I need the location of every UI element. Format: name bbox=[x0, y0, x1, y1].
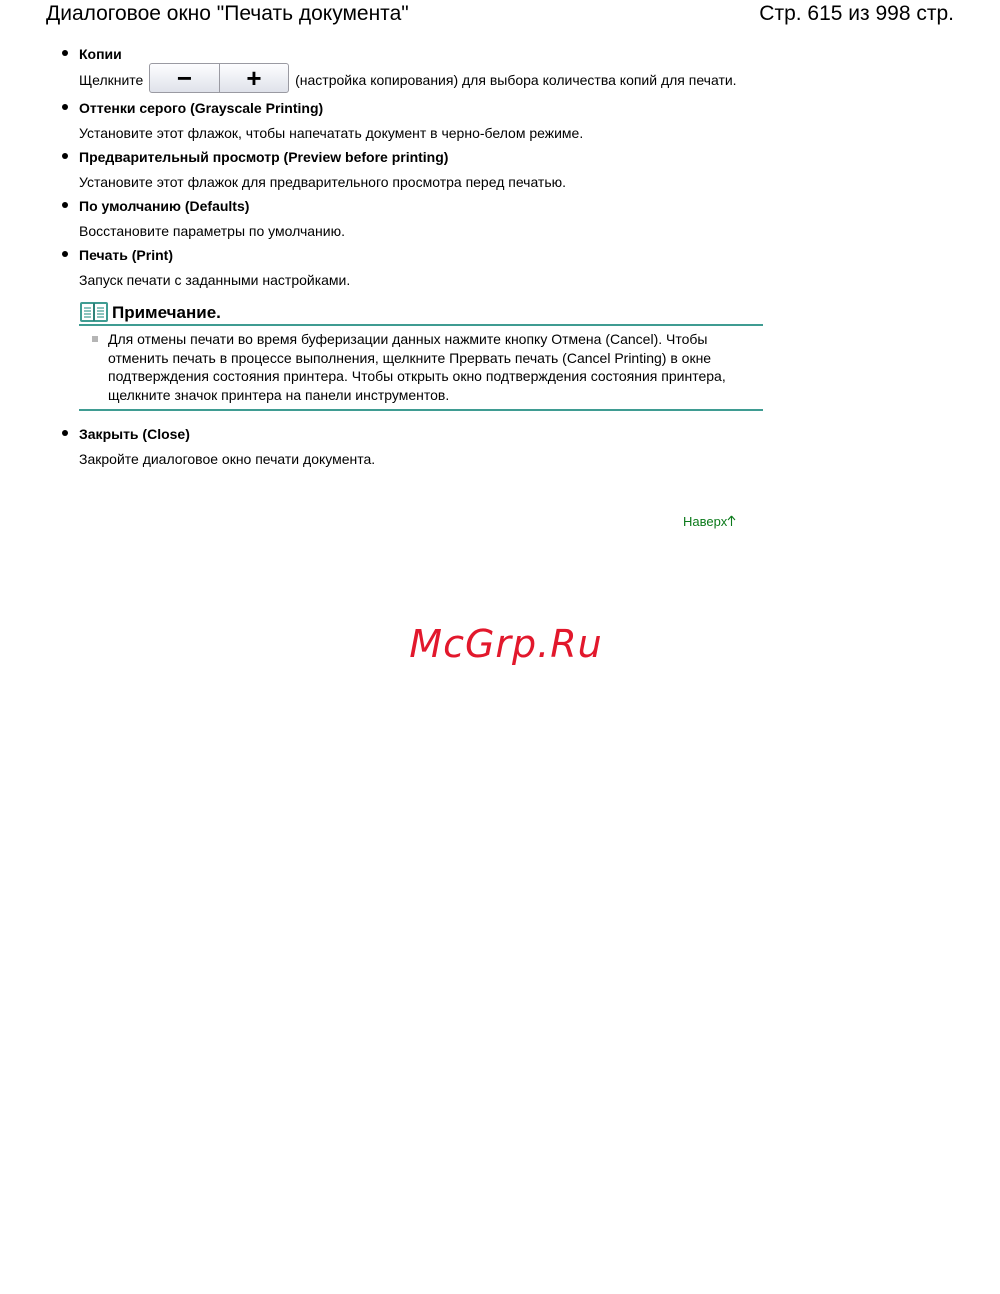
copies-stepper bbox=[149, 63, 289, 93]
square-bullet bbox=[92, 336, 98, 342]
list-item-copies bbox=[62, 45, 767, 93]
note-body bbox=[79, 326, 763, 408]
list-item-grayscale bbox=[62, 99, 767, 142]
bullet bbox=[62, 50, 68, 56]
up-arrow-icon bbox=[727, 515, 736, 527]
divider bbox=[79, 409, 763, 411]
list-item-close bbox=[62, 425, 767, 468]
note-header bbox=[79, 299, 763, 323]
page-title: Диалоговое окно "Печать документа" bbox=[46, 2, 409, 25]
desc-text: Щелкните bbox=[79, 72, 144, 88]
bullet bbox=[62, 153, 68, 159]
note-box bbox=[79, 299, 763, 411]
bullet bbox=[62, 251, 68, 257]
content bbox=[62, 45, 767, 474]
plus-button[interactable]: + bbox=[219, 64, 289, 92]
top-link-label: Наверх bbox=[683, 514, 728, 529]
list-item-preview bbox=[62, 148, 767, 191]
back-to-top-link[interactable] bbox=[683, 514, 736, 529]
item-desc: Установите этот флажок, чтобы напечатать документ в черно-белом режиме. bbox=[79, 125, 584, 141]
list-item-defaults bbox=[62, 197, 767, 240]
item-label: Предварительный просмотр (Preview before printing) bbox=[79, 149, 449, 165]
bullet bbox=[62, 202, 68, 208]
bullet bbox=[62, 104, 68, 110]
item-desc bbox=[79, 63, 767, 93]
item-desc: Закройте диалоговое окно печати документа. bbox=[79, 451, 376, 467]
list-item-print bbox=[62, 246, 767, 289]
note-title: Примечание. bbox=[112, 303, 221, 322]
desc-text: (настройка копирования) для выбора количества копий для печати. bbox=[295, 72, 737, 88]
watermark: McGrp.Ru bbox=[409, 622, 603, 666]
bullet bbox=[62, 430, 68, 436]
page-header bbox=[46, 2, 954, 28]
item-label: По умолчанию (Defaults) bbox=[79, 198, 250, 214]
page-number: Стр. 615 из 998 стр. bbox=[759, 2, 954, 25]
minus-button[interactable]: − bbox=[176, 63, 193, 93]
item-label: Копии bbox=[79, 46, 122, 62]
item-desc: Запуск печати с заданными настройками. bbox=[79, 272, 351, 288]
note-text: Для отмены печати во время буферизации данных нажмите кнопку Отмена (Cancel). Чтобы отменить печать в процессе выполнения, щелкните Прервать печать (Cancel Printing) в окне подтверждения состояния принтера. Чтобы открыть окно подтверждения состояния принтера, щелкните значок принтера на панели инструментов. bbox=[108, 331, 726, 403]
item-label: Закрыть (Close) bbox=[79, 426, 190, 442]
book-icon bbox=[79, 301, 109, 323]
item-desc: Восстановите параметры по умолчанию. bbox=[79, 223, 345, 239]
item-label: Печать (Print) bbox=[79, 247, 173, 263]
item-desc: Установите этот флажок для предварительного просмотра перед печатью. bbox=[79, 174, 567, 190]
item-label: Оттенки серого (Grayscale Printing) bbox=[79, 100, 324, 116]
